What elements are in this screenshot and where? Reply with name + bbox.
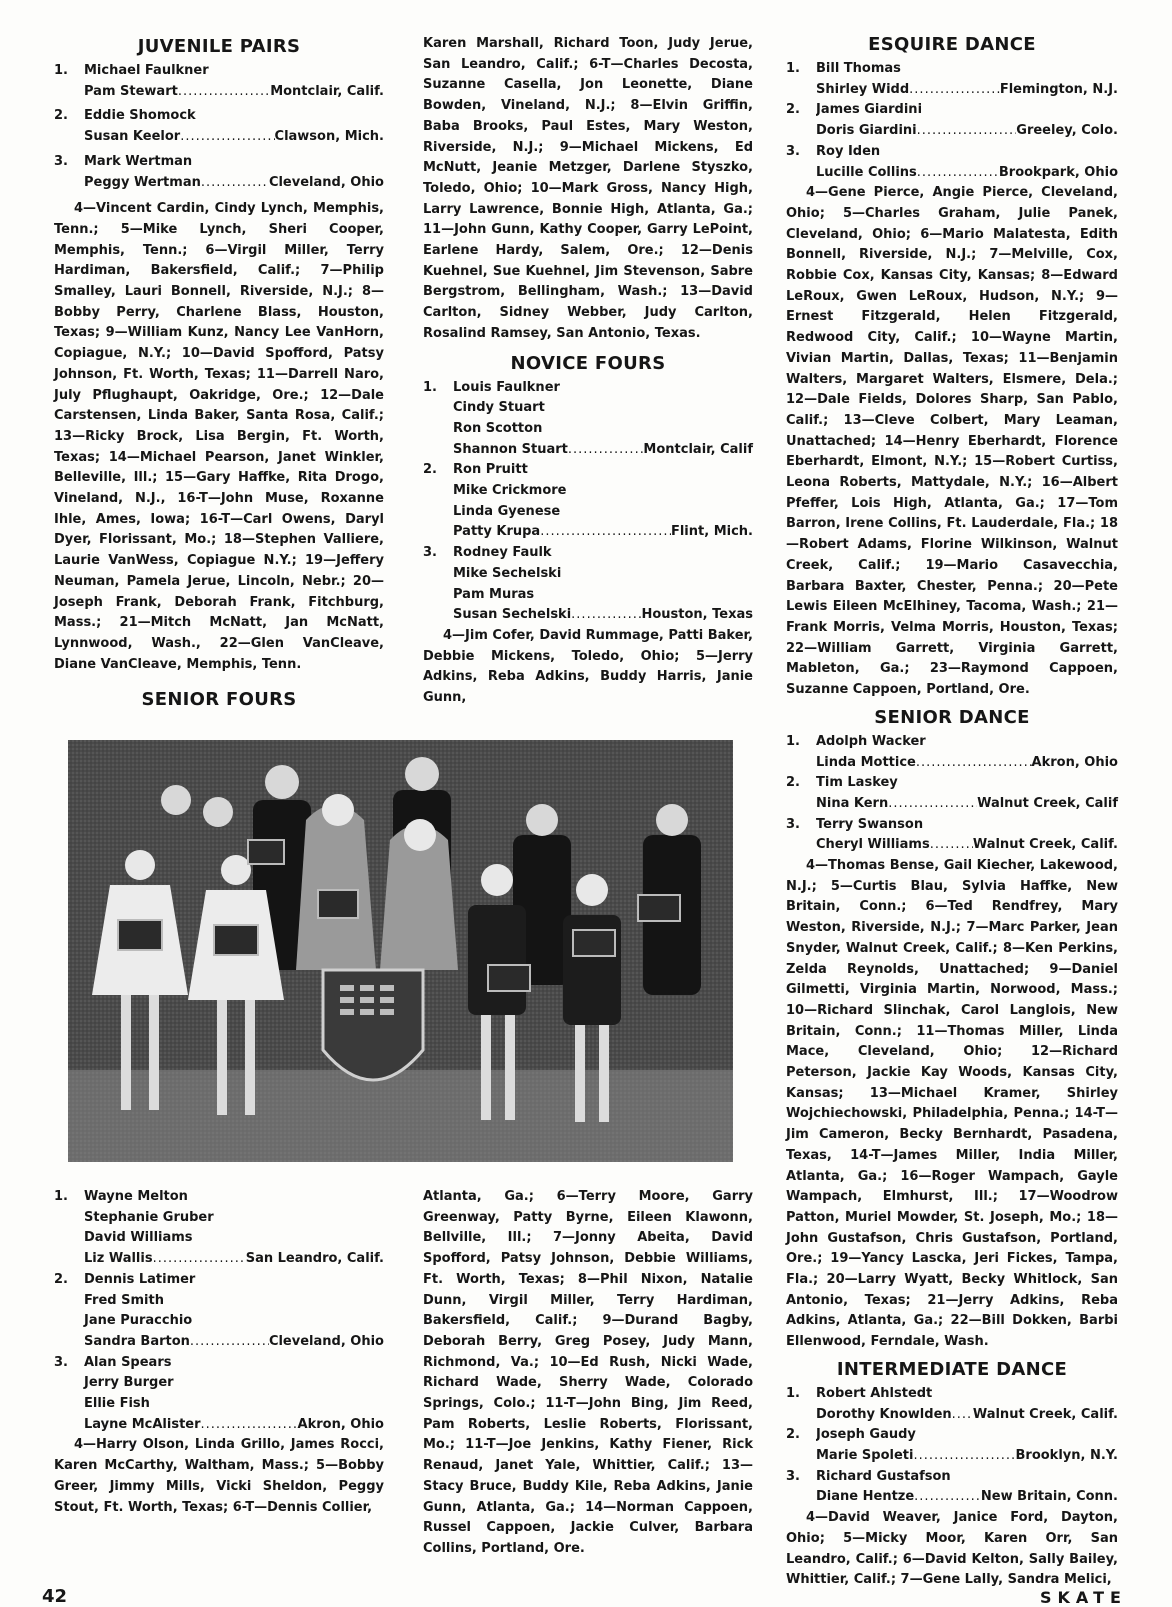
senior-fours-heading: SENIOR FOURS <box>141 689 297 711</box>
intermediate-dance-heading: INTERMEDIATE DANCE <box>836 1358 1068 1380</box>
placement-entry <box>54 1187 384 1270</box>
skater-name: Doris Giardini <box>816 123 917 139</box>
place-number: 1. <box>54 63 68 78</box>
skater-name: Richard Gustafson <box>816 1468 951 1484</box>
placement-entry <box>786 142 1118 183</box>
remaining-placements: 4—Gene Pierce, Angie Pierce, Cleveland, Ohio; 5—Charles Graham, Julie Panek, Cleveland, Ohio; 6—Mario Malatesta, Edith Bonnell, Riverside, N.J.; 7—Melville, Cox, Robbie Cox, Kansas City, Kansas; 8—Edward LeRoux, Gwen LeRoux, Hudson, N.Y.; 9—Ernest Fitzgerald, Helen Fitzgerald, Redwood City, Calif.; 10—Wayne Martin, Vivian Martin, Dallas, Texas; 11—Benjamin Walters, Margaret Walters, Elsmere, Dela.; 12—Dale Fields, Dolores Sharp, San Pablo, Calif.; 13—Cleve Colbert, Mary Leaman, Unattached; 14—Henry Eberhardt, Florence Eberhardt, Elmont, N.Y.; 15—Robert Curtiss, Leona Roberts, Mattydale, N.Y.; 16—Albert Pfeffer, Lois High, Atlanta, Ga.; 17—Tom Barron, Irene Collins, Ft. Lauderdale, Fla.; 18—Robert Adams, Florine Wilkinson, Walnut Creek, Calif.; 19—Mario Casavecchia, Barbara Baxter, Chester, Penna.; 20—Pete Lewis Eileen McElhiney, Tacoma, Wash.; 21—Frank Morris, Velma Morris, Houston, Texas; 22—William Garrett, Virginia Garrett, Mableton, Ga.; 23—Raymond Cappoen, Suzanne Cappoen, Portland, Ore. <box>786 185 1118 698</box>
skater-name: Eddie Shomock <box>84 108 196 124</box>
place-number: 3. <box>786 143 800 159</box>
skater-name: Ron Scotton <box>453 420 543 436</box>
club-location: Walnut Creek, Calif. <box>972 1406 1118 1422</box>
leader-dots <box>153 1249 246 1270</box>
place-number: 1. <box>423 379 437 395</box>
place-number: 1. <box>786 733 800 749</box>
club-location: Walnut Creek, Calif <box>977 795 1118 811</box>
senior-fours-team-photo <box>68 740 733 1162</box>
club-location: Akron, Ohio <box>297 1416 384 1432</box>
skater-name: Linda Mottice <box>816 754 916 770</box>
leader-dots <box>888 794 977 815</box>
skater-name: Susan Sechelski <box>453 607 572 623</box>
skater-name: Jerry Burger <box>84 1375 174 1391</box>
skater-name: Liz Wallis <box>84 1251 153 1267</box>
club-location: San Leandro, Calif. <box>245 1251 384 1267</box>
remaining-placements: 4—Thomas Bense, Gail Kiecher, Lakewood, N.J.; 5—Curtis Blau, Sylvia Haffke, New Britain, Conn.; 6—Ted Rendfrey, Mary Weston, Riverside, N.J.; 7—Marc Parker, Jean Snyder, Walnut Creek, Calif.; 8—Ken Perkins, Zelda Reynolds, Unattached; 9—Daniel Gilmetti, Virginia Martin, Norwood, Mass.; 10—Richard Slinchak, Carol Langlois, New Britain, Conn.; 11—Thomas Miller, Linda Mace, Cleveland, Ohio; 12—Richard Peterson, Jackie Kay Woods, Kansas City, Kansas; 13—Michael Kramer, Shirley Wojchiechowski, Philadelphia, Penna.; 14-T—Jim Cameron, Becky Bernhardt, Pasadena, Texas, 14-T—James Miller, India Miller, Atlanta, Ga.; 16—Roger Wampach, Gayle Wampach, Elmhurst, Ill.; 17—Woodrow Patton, Muriel Mowder, St. Joseph, Mo.; 18—John Gustafson, Chris Gustafson, Portland, Ore.; 19—Yancy Lascka, Jeri Fickes, Tampa, Fla.; 20—Larry Wyatt, Becky Whitlock, San Antonio, Texas; 21—Jerry Adkins, Reba Adkins, Atlanta, Ga.; 22—Bill Dokken, Barbi Ellenwood, Ferndale, Wash. <box>786 858 1118 1350</box>
skater-name: Susan Keelor <box>84 129 181 145</box>
skater-name: Adolph Wacker <box>816 733 926 749</box>
placement-entry <box>786 1384 1118 1425</box>
placement-entry <box>786 773 1118 814</box>
skater-name: Nina Kern <box>816 795 889 811</box>
skater-name: Cindy Stuart <box>453 400 545 416</box>
placement-entry <box>54 1353 384 1436</box>
skater-name: Ron Pruitt <box>453 462 528 478</box>
skater-name: Marie Spoleti <box>816 1448 914 1463</box>
placement-entry <box>54 1270 384 1353</box>
leader-dots <box>930 835 973 856</box>
skater-name: James Giardini <box>816 102 923 118</box>
juvenile-pairs-section <box>54 34 384 714</box>
novice-fours-section <box>423 34 753 709</box>
skater-name: Pam Muras <box>453 586 535 602</box>
leader-dots <box>914 1487 981 1508</box>
skater-name: Michael Faulkner <box>84 63 209 78</box>
club-location: Akron, Ohio <box>1031 754 1118 770</box>
skater-name: Mark Wertman <box>84 153 193 169</box>
placement-entry <box>786 1425 1118 1466</box>
place-number: 3. <box>54 153 68 169</box>
place-number: 1. <box>54 1189 68 1204</box>
skater-name: Mike Crickmore <box>453 483 567 499</box>
place-number: 3. <box>54 1354 68 1370</box>
leader-dots <box>540 522 671 543</box>
placement-entry <box>786 59 1118 100</box>
skater-name: Jane Puracchio <box>84 1313 193 1329</box>
skater-name: Diane Hentze <box>816 1489 915 1505</box>
skater-name: Alan Spears <box>84 1354 172 1370</box>
place-number: 2. <box>54 108 68 124</box>
placement-entry <box>786 815 1118 856</box>
skater-name: Lucille Collins <box>816 164 917 180</box>
remaining-placements: 4—Harry Olson, Linda Grillo, James Rocci, Karen McCarthy, Waltham, Mass.; 5—Bobby Greer, Jimmy Mills, Vicki Sheldon, Peggy Stout, Ft. Worth, Texas; 6-T—Dennis Collier, <box>54 1437 384 1515</box>
skater-name: Ellie Fish <box>84 1396 150 1412</box>
remaining-placements: 4—Vincent Cardin, Cindy Lynch, Memphis, Tenn.; 5—Mike Lynch, Sheri Cooper, Memphis, Tenn.; 6—Virgil Miller, Terry Hardiman, Bakersfield, Calif.; 7—Philip Smalley, Lauri Bonnell, Riverside, N.J.; 8—Bobby Perry, Charlene Blass, Houston, Texas; 9—William Kunz, Nancy Lee VanHorn, Copiague, N.Y.; 10—David Spofford, Patsy Johnson, Ft. Worth, Texas; 11—Darrell Naro, July Pflughaupt, Oakridge, Ore.; 12—Dale Carstensen, Linda Baker, Santa Rosa, Calif.; 13—Ricky Brock, Lisa Bergin, Ft. Worth, Texas; 14—Michael Pearson, Janet Winkler, Belleville, Ill.; 15—Gary Haffke, Rita Drogo, Vineland, N.J., 16-T—John Muse, Roxanne Ihle, Ames, Iowa; 16-T—Carl Owens, Daryl Dyer, Florissant, Mo.; 18—Stephen Valliere, Laurie VanWess, Copiague N.Y.; 19—Jeffery Neuman, Pamela Jerue, Lincoln, Nebr.; 20—Joseph Frank, Deborah Frank, Fitchburg, Mass.; 21—Mitch McNatt, Jan McNatt, Lynnwood, Wash., 22—Glen VanCleave, Diane VanCleave, Memphis, Tenn. <box>54 201 384 672</box>
club-location: Clawson, Mich. <box>274 129 384 145</box>
placement-entry <box>54 61 384 102</box>
club-location: Houston, Texas <box>641 607 753 623</box>
club-location: Flemington, N.J. <box>999 81 1118 97</box>
remaining-placements: 4—David Weaver, Janice Ford, Dayton, Ohio; 5—Micky Moor, Karen Orr, San Leandro, Calif.; 6—David Kelton, Sally Bailey, Whittier, Calif.; 7—Gene Lally, Sandra Melici, <box>786 1510 1118 1588</box>
place-number: 1. <box>786 61 800 76</box>
skater-name: Cheryl Williams <box>816 837 930 853</box>
skater-name: Patty Krupa <box>453 524 541 540</box>
placement-entry <box>786 732 1118 773</box>
skater-name: Louis Faulkner <box>453 379 560 395</box>
leader-dots <box>180 127 274 148</box>
club-location: New Britain, Conn. <box>980 1489 1118 1505</box>
leader-dots <box>571 605 641 626</box>
remaining-placements: 4—Jim Cofer, David Rummage, Patti Baker, Debbie Mickens, Toledo, Ohio; 5—Jerry Adkins, Reba Adkins, Buddy Harris, Janie Gunn, <box>423 627 753 706</box>
leader-dots <box>201 173 269 194</box>
placement-entry <box>786 100 1118 141</box>
club-location: Greeley, Colo. <box>1016 123 1118 139</box>
club-location: Brookpark, Ohio <box>998 164 1118 180</box>
skater-name: Tim Laskey <box>816 775 898 791</box>
page-number: 42 <box>42 1586 68 1607</box>
leader-dots <box>190 1332 269 1353</box>
dance-events-column <box>786 32 1118 1591</box>
placement-entry <box>423 460 753 543</box>
place-number: 3. <box>423 545 437 561</box>
skater-name: Dorothy Knowlden <box>816 1406 952 1422</box>
place-number: 2. <box>786 102 800 118</box>
place-number: 1. <box>786 1385 800 1401</box>
club-location: Cleveland, Ohio <box>268 174 384 190</box>
skater-name: Shannon Stuart <box>453 441 568 457</box>
novice-pairs-continued: Karen Marshall, Richard Toon, Judy Jerue, San Leandro, Calif.; 6-T—Charles Decosta, Suzanne Casella, Jon Leonette, Diane Bowden, Vineland, N.J.; 8—Elvin Griffin, Baba Brooks, Paul Estes, Mary Weston, Riverside, N.J.; 9—Michael Mickens, Ed McNutt, Jeanie Metzger, Darlene Styszko, Toledo, Ohio; 10—Mark Gross, Nancy High, Larry Lawrence, Bonnie High, Atlanta, Ga.; 11—John Gunn, Kathy Cooper, Garry LePoint, Earlene Hardy, Salem, Ore.; 12—Denis Kuehnel, Sue Kuehnel, Jim Stevenson, Sabre Bergstrom, Bellingham, Wash.; 13—David Carlton, Sidney Webber, Judy Carlton, Rosalind Ramsey, San Antonio, Texas. <box>423 36 753 341</box>
leader-dots <box>952 1405 973 1426</box>
placement-entry <box>786 1467 1118 1508</box>
skater-name: Shirley Widd <box>816 81 910 97</box>
placement-entry <box>423 378 753 461</box>
skater-name: Terry Swanson <box>816 816 924 832</box>
place-number: 2. <box>786 1427 800 1443</box>
skater-name: David Williams <box>84 1230 193 1246</box>
novice-fours-heading: NOVICE FOURS <box>510 352 666 374</box>
place-number: 3. <box>786 1468 800 1484</box>
skater-name: Robert Ahlstedt <box>816 1385 933 1401</box>
skater-name: Pam Stewart <box>84 83 178 99</box>
place-number: 2. <box>786 775 800 791</box>
club-location: Flint, Mich. <box>670 524 753 540</box>
skater-name: Layne McAlister <box>84 1416 201 1432</box>
place-number: 3. <box>786 816 800 832</box>
senior-dance-heading: SENIOR DANCE <box>874 706 1030 728</box>
placement-entry <box>54 106 384 147</box>
club-location: Montclair, Calif. <box>270 83 384 99</box>
placement-entry <box>423 543 753 626</box>
skater-name: Bill Thomas <box>816 61 901 76</box>
senior-fours-section <box>54 1187 384 1518</box>
remaining-placements: Atlanta, Ga.; 6—Terry Moore, Garry Greenway, Patty Byrne, Eileen Klawonn, Bellville, Ill.; 7—Jonny Abeita, David Spofford, Patsy Johnson, Debbie Williams, Ft. Worth, Texas; 8—Phil Nixon, Natalie Dunn, Virgil Miller, Terry Hardiman, Bakersfield, Calif.; 9—Durand Bagby, Deborah Berry, Greg Posey, Judy Mann, Richmond, Va.; 10—Ed Rush, Nicki Wade, Richard Wade, Sherry Wade, Colorado Springs, Colo.; 11-T—John Bing, Jim Reed, Pam Roberts, Leslie Roberts, Florissant, Mo.; 11-T—Joe Jenkins, Kathy Fiener, Rick Renaud, Janet Yale, Whittier, Calif.; 13—Stacy Bruce, Buddy Kile, Reba Adkins, Janie Gunn, Atlanta, Ga.; 14—Norman Cappoen, Russel Cappoen, Jackie Culver, Barbara Collins, Portland, Ore. <box>423 1189 753 1556</box>
leader-dots <box>913 1446 1015 1467</box>
leader-dots <box>916 753 1032 774</box>
skater-name: Rodney Faulk <box>453 545 552 561</box>
skater-name: Stephanie Gruber <box>84 1209 214 1225</box>
skater-name: Mike Sechelski <box>453 565 562 581</box>
skater-name: Dennis Latimer <box>84 1271 196 1287</box>
juvenile-pairs-heading: JUVENILE PAIRS <box>137 36 301 57</box>
leader-dots <box>917 163 999 184</box>
skater-name: Linda Gyenese <box>453 503 561 519</box>
leader-dots <box>568 440 644 461</box>
skater-name: Wayne Melton <box>84 1189 188 1204</box>
skater-name: Peggy Wertman <box>84 174 201 190</box>
leader-dots <box>178 82 270 103</box>
leader-dots <box>917 121 1017 142</box>
skater-name: Fred Smith <box>84 1292 164 1308</box>
leader-dots <box>201 1415 298 1436</box>
skater-name: Joseph Gaudy <box>816 1427 916 1443</box>
place-number: 2. <box>423 462 437 478</box>
magazine-name: SKATE <box>1040 1588 1127 1607</box>
skater-name: Sandra Barton <box>84 1333 190 1349</box>
placement-entry <box>54 152 384 193</box>
esquire-dance-heading: ESQUIRE DANCE <box>868 34 1036 55</box>
leader-dots <box>909 80 1000 101</box>
club-location: Montclair, Calif <box>643 441 753 457</box>
skater-name: Roy Iden <box>816 143 881 159</box>
club-location: Brooklyn, N.Y. <box>1015 1448 1118 1463</box>
club-location: Walnut Creek, Calif. <box>972 837 1118 853</box>
senior-fours-continued <box>423 1187 753 1560</box>
place-number: 2. <box>54 1271 68 1287</box>
club-location: Cleveland, Ohio <box>268 1333 384 1349</box>
